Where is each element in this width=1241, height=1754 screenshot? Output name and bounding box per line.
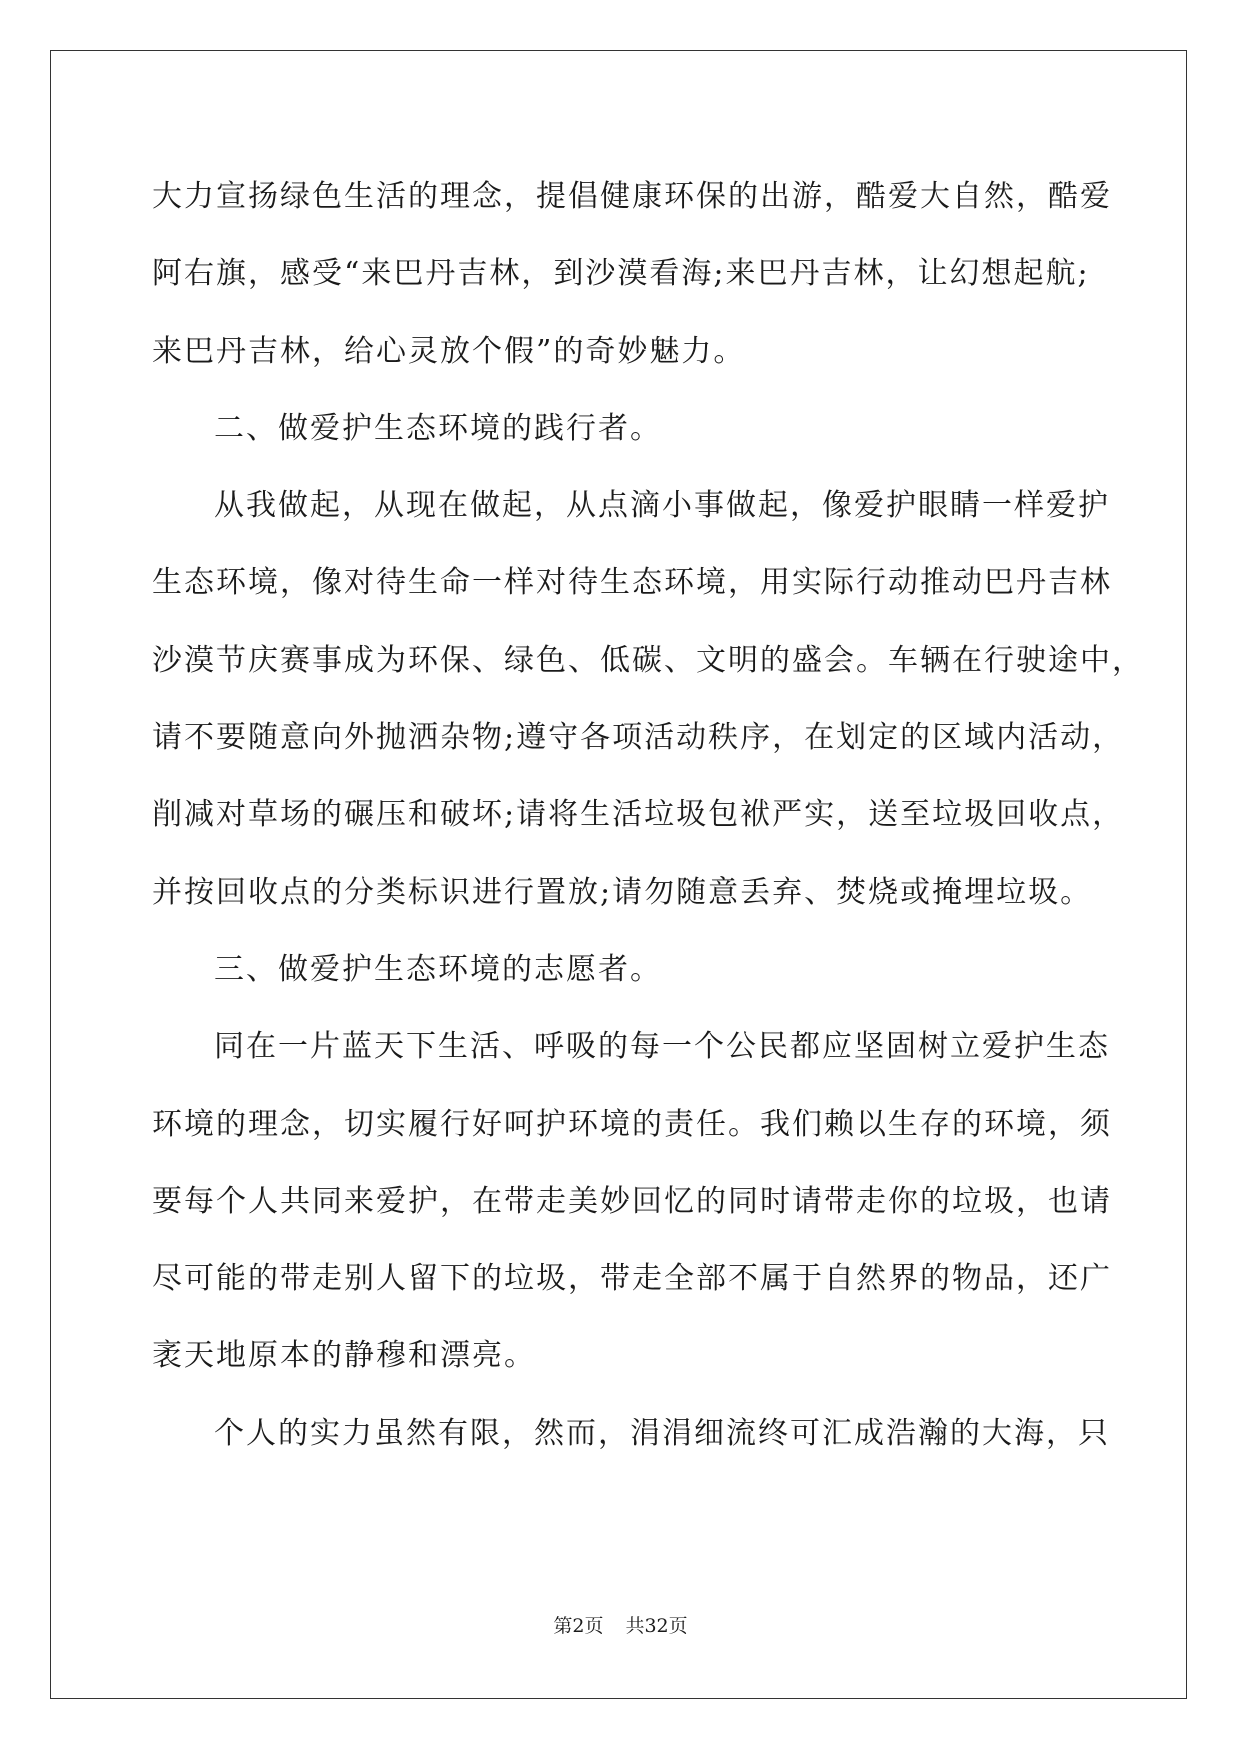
- section-heading: 三、做爱护生态环境的志愿者。: [214, 951, 662, 987]
- page-footer: [0, 1611, 1241, 1638]
- text-line: 袤天地原本的静穆和漂亮。: [152, 1338, 536, 1374]
- section-heading: 二、做爱护生态环境的践行者。: [214, 410, 662, 446]
- page-number: 第2页: [553, 1615, 604, 1637]
- text-line: 阿右旗，感受“来巴丹吉林，到沙漠看海;来巴丹吉林，让幻想起航;: [152, 256, 1090, 292]
- text-line: 环境的理念，切实履行好呵护环境的责任。我们赖以生存的环境，须: [152, 1106, 1112, 1142]
- text-line: 并按回收点的分类标识进行置放;请勿随意丢弃、焚烧或掩埋垃圾。: [152, 874, 1093, 910]
- text-line: 个人的实力虽然有限，然而，涓涓细流终可汇成浩瀚的大海，只: [214, 1415, 1110, 1451]
- text-line: 尽可能的带走别人留下的垃圾，带走全部不属于自然界的物品，还广: [152, 1261, 1112, 1297]
- text-line: 削减对草场的碾压和破坏;请将生活垃圾包袱严实，送至垃圾回收点，: [152, 797, 1125, 833]
- page-total: 共32页: [625, 1615, 688, 1637]
- text-line: 大力宣扬绿色生活的理念，提倡健康环保的出游，酷爱大自然，酷爱: [152, 179, 1112, 214]
- text-line: 同在一片蓝天下生活、呼吸的每一个公民都应坚固树立爱护生态: [214, 1029, 1110, 1065]
- document-body: [152, 158, 1144, 1472]
- text-line: 来巴丹吉林，给心灵放个假”的奇妙魅力。: [152, 333, 746, 369]
- text-line: 从我做起，从现在做起，从点滴小事做起，像爱护眼睛一样爱护: [214, 488, 1110, 524]
- text-line: 沙漠节庆赛事成为环保、绿色、低碳、文明的盛会。车辆在行驶途中，: [152, 642, 1144, 678]
- text-line: 请不要随意向外抛洒杂物;遵守各项活动秩序，在划定的区域内活动，: [152, 720, 1125, 756]
- text-line: 生态环境，像对待生命一样对待生态环境，用实际行动推动巴丹吉林: [152, 565, 1112, 601]
- text-line: 要每个人共同来爱护，在带走美妙回忆的同时请带走你的垃圾，也请: [152, 1183, 1112, 1219]
